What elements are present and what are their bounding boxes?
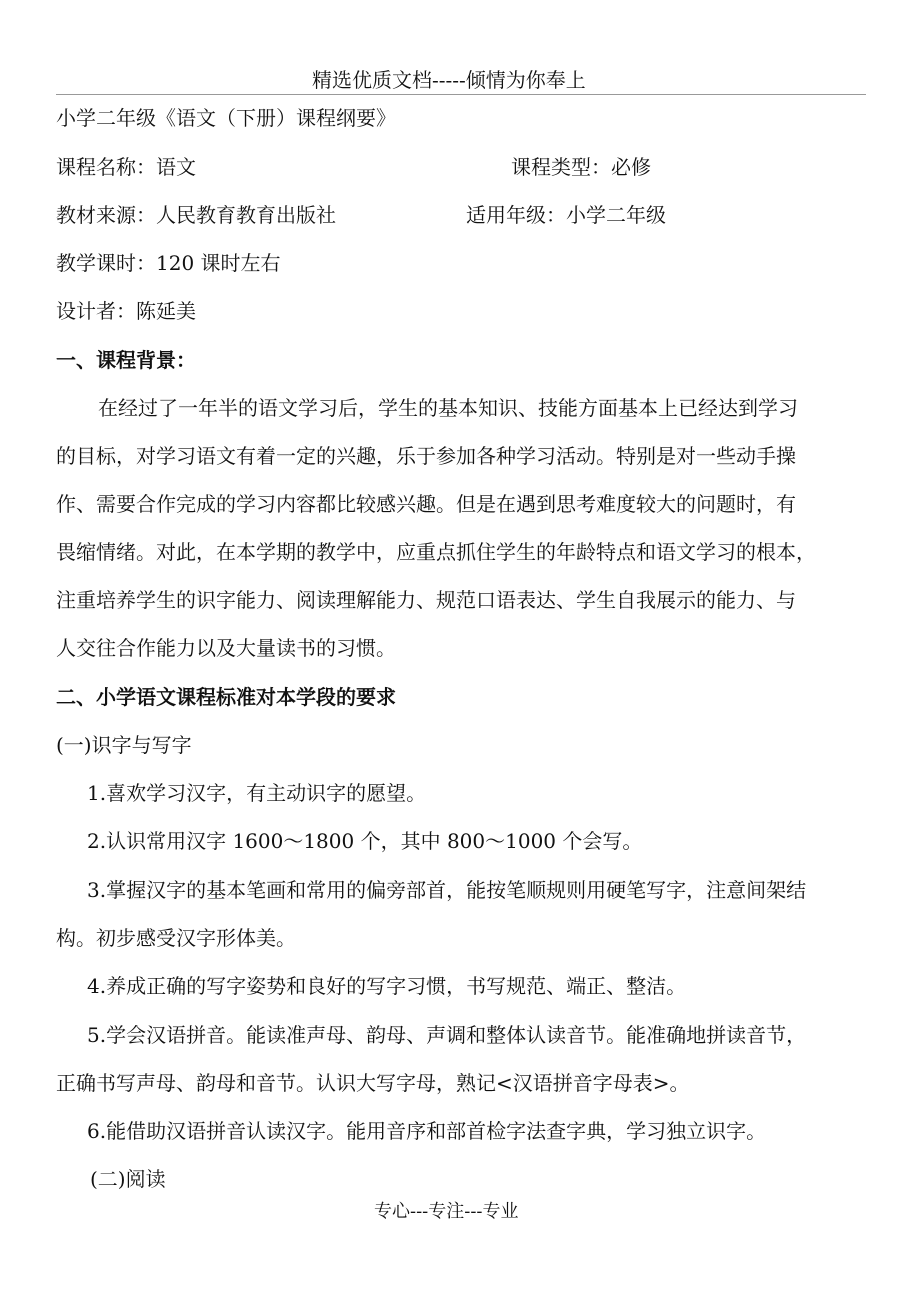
subsection-heading: (一)识字与写字	[56, 733, 192, 757]
list-item: 5.学会汉语拼音。能读准声母、韵母、声调和整体认读音节。能准确地拼读音节，	[87, 1023, 807, 1047]
subsection-heading: (二)阅读	[90, 1167, 166, 1191]
header-divider	[56, 94, 866, 95]
page-footer: 专心---专注---专业	[374, 1201, 519, 1222]
list-item: 4.养成正确的写字姿势和良好的写字习惯，书写规范、端正、整洁。	[87, 974, 687, 998]
section-heading: 二、小学语文课程标准对本学段的要求	[56, 685, 396, 709]
paragraph-line: 注重培养学生的识字能力、阅读理解能力、规范口语表达、学生自我展示的能力、与	[56, 588, 796, 612]
applicable-grade: 适用年级：小学二年级	[466, 203, 666, 227]
paragraph-line: 畏缩情绪。对此，在本学期的教学中，应重点抓住学生的年龄特点和语文学习的根本，	[56, 540, 816, 564]
paragraph-line: 的目标，对学习语文有着一定的兴趣，乐于参加各种学习活动。特别是对一些动手操	[56, 444, 796, 468]
list-item: 1.喜欢学习汉字，有主动识字的愿望。	[87, 781, 427, 805]
paragraph-line: 作、需要合作完成的学习内容都比较感兴趣。但是在遇到思考难度较大的问题时，有	[56, 492, 796, 516]
course-type: 课程类型：必修	[511, 155, 651, 179]
textbook-source: 教材来源：人民教育教育出版社	[56, 203, 336, 227]
document-title: 小学二年级《语文（下册）课程纲要》	[56, 106, 396, 130]
section-heading: 一、课程背景：	[56, 348, 196, 372]
list-item-continuation: 构。初步感受汉字形体美。	[56, 926, 296, 950]
paragraph-line: 在经过了一年半的语文学习后，学生的基本知识、技能方面基本上已经达到学习	[98, 396, 798, 420]
teaching-hours: 教学课时：120 课时左右	[56, 251, 281, 275]
paragraph-line: 人交往合作能力以及大量读书的习惯。	[56, 636, 396, 660]
page-header: 精选优质文档-----倾情为你奉上	[312, 68, 586, 92]
list-item: 2.认识常用汉字 1600～1800 个，其中 800～1000 个会写。	[87, 829, 643, 853]
list-item-continuation: 正确书写声母、韵母和音节。认识大写字母，熟记<汉语拼音字母表>。	[56, 1071, 690, 1095]
course-name: 课程名称：语文	[56, 155, 196, 179]
list-item: 3.掌握汉字的基本笔画和常用的偏旁部首，能按笔顺规则用硬笔写字，注意间架结	[87, 878, 807, 902]
list-item: 6.能借助汉语拼音认读汉字。能用音序和部首检字法查字典，学习独立识字。	[87, 1119, 767, 1143]
designer: 设计者：陈延美	[56, 299, 196, 323]
